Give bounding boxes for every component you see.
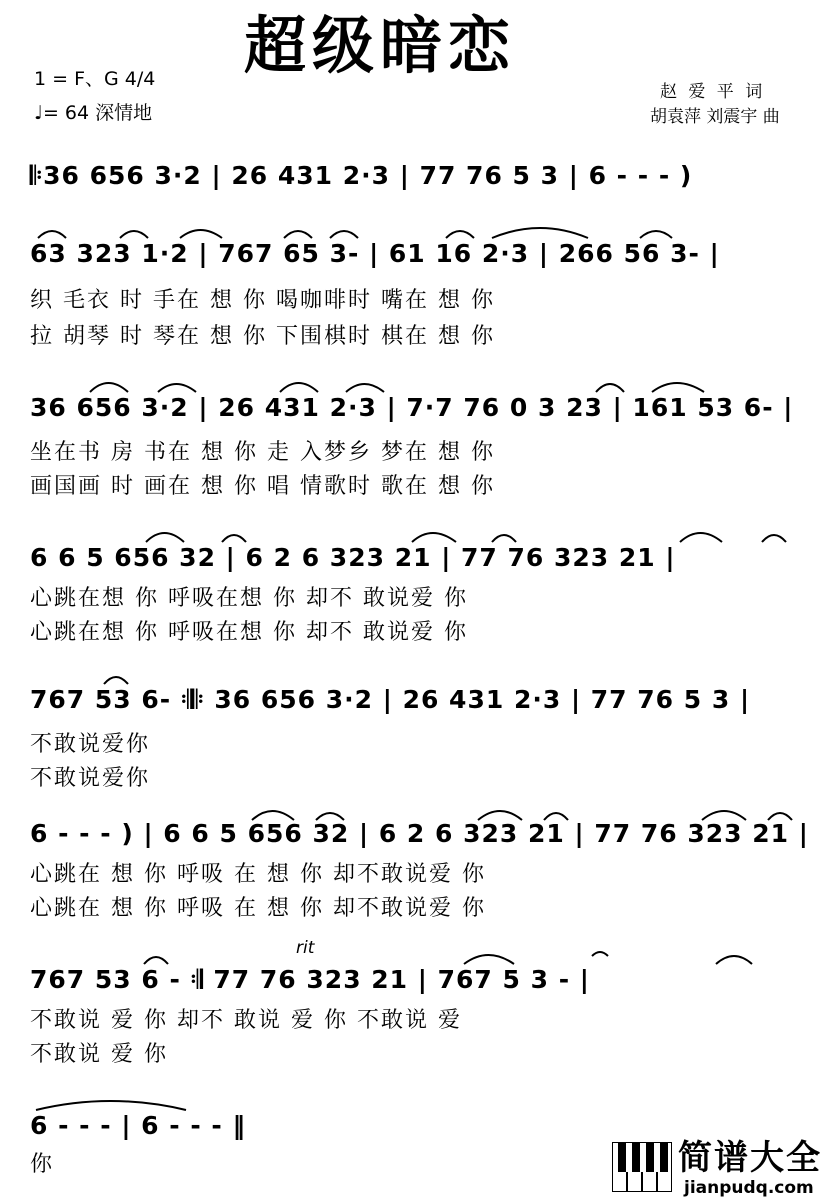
lyric-verse-2: 不敢说 爱 你 [30, 1042, 168, 1067]
lyric-verse-1: 坐在书 房 书在 想 你 走 入梦乡 梦在 想 你 [30, 440, 495, 465]
lyric-verse-2: 心跳在想 你 呼吸在想 你 却不 敢说爱 你 [30, 620, 468, 645]
notation-line: 767 53 6- 𝄇𝄆 36 656 3·2 | 26 431 2·3 | 77 76 5 3 | [30, 685, 751, 714]
lyric-verse-2: 心跳在 想 你 呼吸 在 想 你 却不敢说爱 你 [30, 896, 486, 921]
lyric-verse-1: 不敢说 爱 你 却不 敢说 爱 你 不敢说 爱 [30, 1008, 462, 1033]
notation-line: 𝄆36 656 3·2 | 26 431 2·3 | 77 76 5 3 | 6 - - - ) [30, 161, 693, 190]
site-logo [612, 1136, 832, 1202]
notation-line: 6 6 5 656 32 | 6 2 6 323 21 | 77 76 323 21 | [30, 543, 676, 572]
notation-line: 63 323 1·2 | 767 65 3- | 61 16 2·3 | 266 56 3- | [30, 239, 720, 268]
key-signature: 1 = F、G 4/4 [34, 68, 156, 90]
tempo-marking: ♩= 64 深情地 [34, 102, 153, 124]
piano-keys-icon [612, 1142, 672, 1192]
notation-line: 6 - - - | 6 - - - ‖ [30, 1111, 247, 1140]
logo-name: 简谱大全 [678, 1138, 822, 1178]
lyric-verse-2: 不敢说爱你 [30, 766, 151, 791]
composer-credit: 胡袁萍 刘震宇 曲 [650, 107, 780, 127]
lyric-verse-1: 织 毛衣 时 手在 想 你 喝咖啡时 嘴在 想 你 [30, 288, 495, 313]
notation-line: 36 656 3·2 | 26 431 2·3 | 7·7 76 0 3 23 | 161 53 6- | [30, 393, 794, 422]
song-title: 超级暗恋 [244, 9, 517, 82]
lyric-verse-2: 拉 胡琴 时 琴在 想 你 下围棋时 棋在 想 你 [30, 324, 495, 349]
lyric-verse-1: 不敢说爱你 [30, 732, 151, 757]
lyric-verse-1: 心跳在想 你 呼吸在想 你 却不 敢说爱 你 [30, 586, 468, 611]
lyric-verse-1: 你 [30, 1152, 55, 1177]
lyric-verse-2: 画国画 时 画在 想 你 唱 情歌时 歌在 想 你 [30, 474, 495, 499]
lyric-verse-1: 心跳在 想 你 呼吸 在 想 你 却不敢说爱 你 [30, 862, 486, 887]
lyricist-credit: 赵 爱 平 词 [660, 82, 766, 102]
ritardando-marking: rit [296, 938, 315, 958]
notation-line: 6 - - - ) | 6 6 5 656 32 | 6 2 6 323 21 | 77 76 323 21 | [30, 819, 809, 848]
notation-line: 767 53 6 - 𝄇 77 76 323 21 | 767 5 3 - | [30, 965, 590, 994]
logo-url: jianpudq.com [684, 1178, 814, 1198]
